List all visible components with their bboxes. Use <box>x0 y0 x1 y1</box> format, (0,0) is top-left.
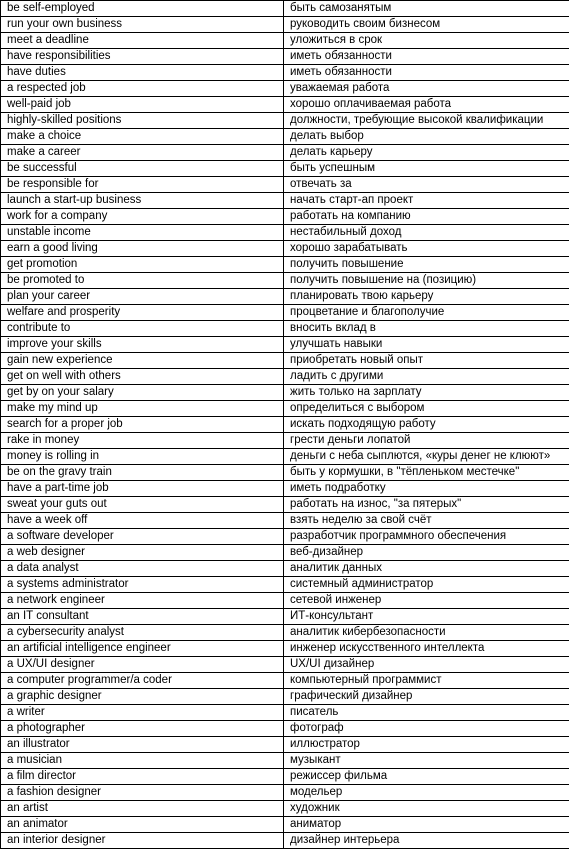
russian-translation-cell: веб-дизайнер <box>284 545 569 561</box>
english-phrase-cell: rake in money <box>1 433 284 449</box>
russian-translation-cell: нестабильный доход <box>284 225 569 241</box>
english-phrase-cell: be successful <box>1 161 284 177</box>
table-row <box>1 545 569 561</box>
russian-translation-cell: определиться с выбором <box>284 401 569 417</box>
english-phrase-cell: have responsibilities <box>1 49 284 65</box>
english-phrase-cell: be responsible for <box>1 177 284 193</box>
russian-translation-cell: инженер искусственного интеллекта <box>284 641 569 657</box>
english-phrase-cell: contribute to <box>1 321 284 337</box>
russian-translation-cell: работать на компанию <box>284 209 569 225</box>
table-row <box>1 689 569 705</box>
table-row <box>1 321 569 337</box>
table-row <box>1 561 569 577</box>
russian-translation-cell: грести деньги лопатой <box>284 433 569 449</box>
russian-translation-cell: UX/UI дизайнер <box>284 657 569 673</box>
russian-translation-cell: делать выбор <box>284 129 569 145</box>
english-phrase-cell: have a week off <box>1 513 284 529</box>
english-phrase-cell: be promoted to <box>1 273 284 289</box>
english-phrase-cell: be on the gravy train <box>1 465 284 481</box>
english-phrase-cell: a graphic designer <box>1 689 284 705</box>
table-row <box>1 801 569 817</box>
english-phrase-cell: welfare and prosperity <box>1 305 284 321</box>
table-row <box>1 353 569 369</box>
russian-translation-cell: музыкант <box>284 753 569 769</box>
table-row <box>1 417 569 433</box>
russian-translation-cell: уважаемая работа <box>284 81 569 97</box>
table-row <box>1 721 569 737</box>
english-phrase-cell: improve your skills <box>1 337 284 353</box>
table-row <box>1 481 569 497</box>
english-phrase-cell: a computer programmer/a coder <box>1 673 284 689</box>
russian-translation-cell: режиссер фильма <box>284 769 569 785</box>
russian-translation-cell: взять неделю за свой счёт <box>284 513 569 529</box>
russian-translation-cell: уложиться в срок <box>284 33 569 49</box>
english-phrase-cell: a UX/UI designer <box>1 657 284 673</box>
russian-translation-cell: жить только на зарплату <box>284 385 569 401</box>
english-phrase-cell: run your own business <box>1 17 284 33</box>
russian-translation-cell: быть у кормушки, в "тёпленьком местечке" <box>284 465 569 481</box>
english-phrase-cell: an artist <box>1 801 284 817</box>
russian-translation-cell: ладить с другими <box>284 369 569 385</box>
russian-translation-cell: графический дизайнер <box>284 689 569 705</box>
russian-translation-cell: должности, требующие высокой квалификации <box>284 113 569 129</box>
table-row <box>1 657 569 673</box>
table-row <box>1 769 569 785</box>
russian-translation-cell: ИТ-консультант <box>284 609 569 625</box>
russian-translation-cell: иллюстратор <box>284 737 569 753</box>
table-row <box>1 97 569 113</box>
russian-translation-cell: хорошо оплачиваемая работа <box>284 97 569 113</box>
english-phrase-cell: gain new experience <box>1 353 284 369</box>
russian-translation-cell: компьютерный программист <box>284 673 569 689</box>
russian-translation-cell: аналитик кибербезопасности <box>284 625 569 641</box>
english-phrase-cell: a data analyst <box>1 561 284 577</box>
table-row <box>1 49 569 65</box>
table-row <box>1 17 569 33</box>
table-row <box>1 241 569 257</box>
table-row <box>1 529 569 545</box>
english-phrase-cell: sweat your guts out <box>1 497 284 513</box>
russian-translation-cell: дизайнер интерьера <box>284 833 569 849</box>
russian-translation-cell: процветание и благополучие <box>284 305 569 321</box>
table-row <box>1 193 569 209</box>
russian-translation-cell: искать подходящую работу <box>284 417 569 433</box>
table-row <box>1 737 569 753</box>
russian-translation-cell: работать на износ, "за пятерых" <box>284 497 569 513</box>
english-phrase-cell: an interior designer <box>1 833 284 849</box>
table-row <box>1 385 569 401</box>
table-row <box>1 785 569 801</box>
table-row <box>1 1 569 17</box>
english-phrase-cell: a musician <box>1 753 284 769</box>
table-row <box>1 177 569 193</box>
english-phrase-cell: well-paid job <box>1 97 284 113</box>
table-row <box>1 513 569 529</box>
russian-translation-cell: приобретать новый опыт <box>284 353 569 369</box>
english-phrase-cell: work for a company <box>1 209 284 225</box>
russian-translation-cell: аналитик данных <box>284 561 569 577</box>
table-row <box>1 337 569 353</box>
russian-translation-cell: художник <box>284 801 569 817</box>
table-row <box>1 465 569 481</box>
russian-translation-cell: аниматор <box>284 817 569 833</box>
table-row <box>1 33 569 49</box>
english-phrase-cell: have duties <box>1 65 284 81</box>
table-row <box>1 81 569 97</box>
table-row <box>1 625 569 641</box>
russian-translation-cell: быть успешным <box>284 161 569 177</box>
english-phrase-cell: money is rolling in <box>1 449 284 465</box>
table-row <box>1 145 569 161</box>
english-phrase-cell: an animator <box>1 817 284 833</box>
table-row <box>1 641 569 657</box>
table-row <box>1 129 569 145</box>
english-phrase-cell: a systems administrator <box>1 577 284 593</box>
english-phrase-cell: a writer <box>1 705 284 721</box>
russian-translation-cell: улучшать навыки <box>284 337 569 353</box>
table-row <box>1 609 569 625</box>
russian-translation-cell: начать старт-ап проект <box>284 193 569 209</box>
table-row <box>1 577 569 593</box>
russian-translation-cell: фотограф <box>284 721 569 737</box>
english-phrase-cell: be self-employed <box>1 1 284 17</box>
table-row <box>1 449 569 465</box>
table-row <box>1 833 569 849</box>
table-row <box>1 401 569 417</box>
english-phrase-cell: plan your career <box>1 289 284 305</box>
table-row <box>1 113 569 129</box>
table-row <box>1 753 569 769</box>
russian-translation-cell: сетевой инженер <box>284 593 569 609</box>
russian-translation-cell: получить повышение на (позицию) <box>284 273 569 289</box>
english-phrase-cell: an IT consultant <box>1 609 284 625</box>
english-phrase-cell: get by on your salary <box>1 385 284 401</box>
english-phrase-cell: a photographer <box>1 721 284 737</box>
english-phrase-cell: a film director <box>1 769 284 785</box>
russian-translation-cell: получить повышение <box>284 257 569 273</box>
russian-translation-cell: системный администратор <box>284 577 569 593</box>
english-phrase-cell: make my mind up <box>1 401 284 417</box>
table-row <box>1 593 569 609</box>
english-phrase-cell: make a choice <box>1 129 284 145</box>
table-row <box>1 273 569 289</box>
russian-translation-cell: отвечать за <box>284 177 569 193</box>
english-phrase-cell: an artificial intelligence engineer <box>1 641 284 657</box>
english-phrase-cell: earn a good living <box>1 241 284 257</box>
table-row <box>1 209 569 225</box>
russian-translation-cell: писатель <box>284 705 569 721</box>
russian-translation-cell: модельер <box>284 785 569 801</box>
english-phrase-cell: highly-skilled positions <box>1 113 284 129</box>
table-row <box>1 705 569 721</box>
english-phrase-cell: search for a proper job <box>1 417 284 433</box>
english-phrase-cell: a cybersecurity analyst <box>1 625 284 641</box>
english-phrase-cell: launch a start-up business <box>1 193 284 209</box>
russian-translation-cell: иметь обязанности <box>284 49 569 65</box>
english-phrase-cell: a software developer <box>1 529 284 545</box>
english-phrase-cell: make a career <box>1 145 284 161</box>
russian-translation-cell: иметь подработку <box>284 481 569 497</box>
russian-translation-cell: деньги с неба сыплются, «куры денег не клюют» <box>284 449 569 465</box>
table-row <box>1 65 569 81</box>
table-row <box>1 161 569 177</box>
table-row <box>1 433 569 449</box>
russian-translation-cell: руководить своим бизнесом <box>284 17 569 33</box>
table-row <box>1 817 569 833</box>
table-row <box>1 673 569 689</box>
table-row <box>1 289 569 305</box>
english-phrase-cell: meet a deadline <box>1 33 284 49</box>
russian-translation-cell: хорошо зарабатывать <box>284 241 569 257</box>
russian-translation-cell: иметь обязанности <box>284 65 569 81</box>
table-row <box>1 225 569 241</box>
english-phrase-cell: get promotion <box>1 257 284 273</box>
table-row <box>1 369 569 385</box>
vocabulary-table-body <box>1 1 569 849</box>
table-row <box>1 257 569 273</box>
table-row <box>1 305 569 321</box>
russian-translation-cell: быть самозанятым <box>284 1 569 17</box>
english-phrase-cell: a web designer <box>1 545 284 561</box>
english-phrase-cell: an illustrator <box>1 737 284 753</box>
table-row <box>1 497 569 513</box>
russian-translation-cell: вносить вклад в <box>284 321 569 337</box>
russian-translation-cell: планировать твою карьеру <box>284 289 569 305</box>
english-phrase-cell: a network engineer <box>1 593 284 609</box>
english-phrase-cell: a fashion designer <box>1 785 284 801</box>
english-phrase-cell: get on well with others <box>1 369 284 385</box>
russian-translation-cell: делать карьеру <box>284 145 569 161</box>
english-phrase-cell: have a part-time job <box>1 481 284 497</box>
english-phrase-cell: unstable income <box>1 225 284 241</box>
english-phrase-cell: a respected job <box>1 81 284 97</box>
russian-translation-cell: разработчик программного обеспечения <box>284 529 569 545</box>
